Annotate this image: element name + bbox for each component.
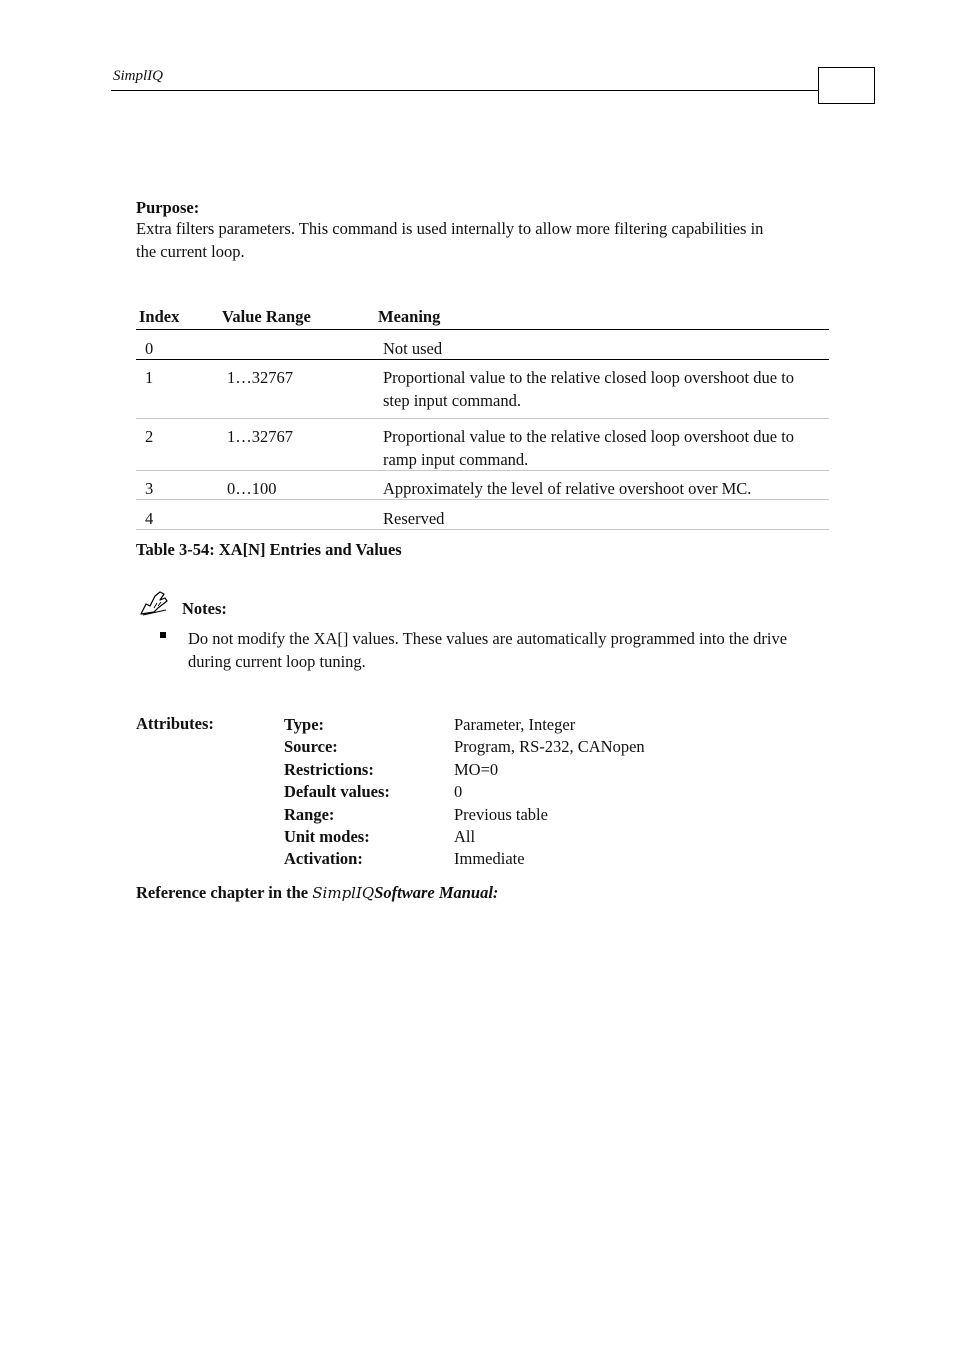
- table-header-meaning: Meaning: [378, 307, 441, 326]
- row-divider: [136, 499, 829, 500]
- purpose-label: Purpose:: [136, 198, 200, 217]
- attribute-key: Range:: [284, 805, 335, 824]
- attribute-value: 0: [454, 782, 463, 801]
- attribute-key: Unit modes:: [284, 827, 370, 846]
- row-divider: [136, 359, 829, 360]
- attribute-value: All: [454, 827, 476, 846]
- reference-brand: SimplIQ: [312, 884, 375, 902]
- table-header-range: Value Range: [222, 307, 311, 326]
- table-caption: Table 3-54: XA[N] Entries and Values: [136, 540, 402, 559]
- attribute-key: Source:: [284, 737, 338, 756]
- row-index: 0: [145, 339, 154, 358]
- table-header-index: Index: [139, 307, 180, 326]
- page-number-box: [818, 67, 875, 104]
- purpose-text: Extra filters parameters. This command is used internally to allow more filtering capabilities in the current loop.: [136, 219, 764, 261]
- attribute-value: Previous table: [454, 805, 548, 824]
- row-index: 3: [145, 479, 154, 498]
- attribute-value: MO=0: [454, 760, 499, 779]
- row-range: 1…32767: [227, 427, 293, 446]
- row-index: 4: [145, 509, 154, 528]
- reference-prefix: Reference chapter in the: [136, 883, 309, 902]
- note-item: Do not modify the XA[] values. These values are automatically programmed into the drive during current loop tuning.: [188, 629, 788, 671]
- row-meaning: Reserved: [383, 509, 445, 528]
- row-range: 0…100: [227, 479, 277, 498]
- row-meaning: Not used: [383, 339, 443, 358]
- row-meaning: Proportional value to the relative closed loop overshoot due to step input command.: [383, 368, 795, 410]
- row-divider: [136, 470, 829, 471]
- row-range: 1…32767: [227, 368, 293, 387]
- row-divider: [136, 529, 829, 530]
- attribute-key: Restrictions:: [284, 760, 374, 779]
- attributes-label: Attributes:: [136, 714, 214, 733]
- row-meaning: Proportional value to the relative closed loop overshoot due to ramp input command.: [383, 427, 795, 469]
- reference-suffix: Software Manual:: [374, 883, 499, 902]
- header-title: SimplIQ: [113, 68, 163, 84]
- reference-line: [136, 883, 498, 903]
- row-index: 1: [145, 368, 154, 387]
- row-meaning: Approximately the level of relative overshoot over MC.: [383, 479, 752, 498]
- attribute-value: Parameter, Integer: [454, 715, 576, 734]
- attribute-key: Activation:: [284, 849, 363, 868]
- notes-label: Notes:: [182, 599, 227, 618]
- note-hand-icon: [138, 588, 170, 618]
- bullet-marker-icon: [160, 632, 166, 638]
- attribute-value: Program, RS-232, CANopen: [454, 737, 645, 756]
- header-rule: [111, 90, 819, 91]
- attribute-value: Immediate: [454, 849, 525, 868]
- attribute-key: Default values:: [284, 782, 390, 801]
- attribute-key: Type:: [284, 715, 325, 734]
- table-header-rule: [136, 329, 829, 330]
- row-index: 2: [145, 427, 154, 446]
- row-divider: [136, 418, 829, 419]
